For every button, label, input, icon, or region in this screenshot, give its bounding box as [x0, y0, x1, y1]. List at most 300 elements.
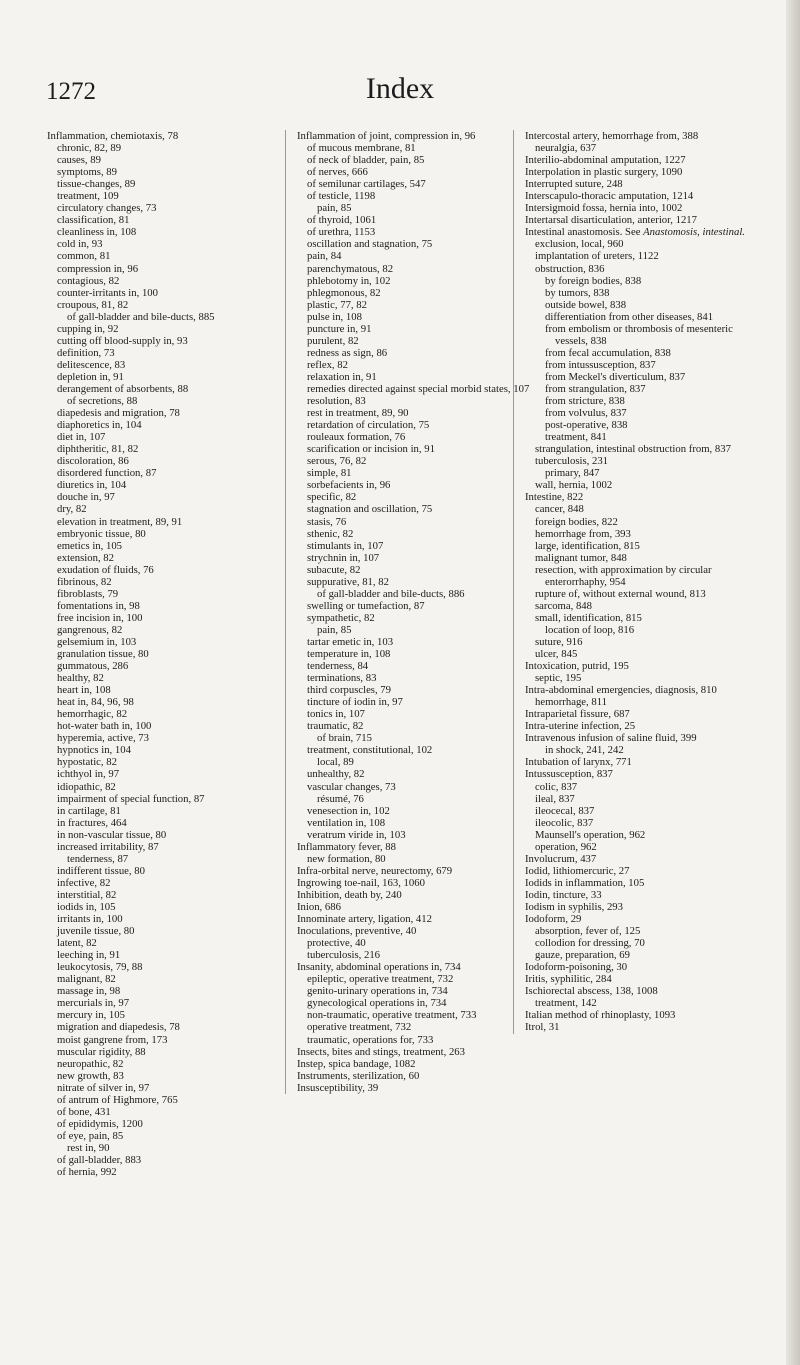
index-entry: [297, 395, 537, 407]
index-entry: [525, 214, 765, 226]
index-entry: [525, 720, 765, 732]
index-column-3: [513, 130, 765, 1034]
index-entry: [47, 455, 287, 467]
index-entry: [297, 612, 537, 624]
index-entry-text: of epididymis, 1200: [57, 1117, 143, 1130]
index-entry: [297, 479, 537, 491]
index-entry: [525, 347, 765, 359]
index-entry-text: protective, 40: [307, 937, 366, 950]
index-entry-text: irritants in, 100: [57, 913, 123, 926]
index-entry: [47, 708, 287, 720]
index-entry: [525, 877, 765, 889]
index-entry: [47, 479, 287, 491]
index-entry: [525, 648, 765, 660]
index-entry-text: epileptic, operative treatment, 732: [307, 973, 454, 986]
index-entry-text: pain, 85: [317, 202, 352, 215]
index-entry-text: traumatic, operations for, 733: [307, 1033, 434, 1046]
index-entry-text: obstruction, 836: [535, 262, 605, 275]
index-entry-text: idiopathic, 82: [57, 780, 116, 793]
index-entry: [47, 829, 287, 841]
index-entry: [297, 732, 537, 744]
index-entry: [297, 793, 537, 805]
see-reference: Anastomosis, intestinal.: [643, 226, 745, 239]
index-entry: [47, 202, 287, 214]
index-entry: [525, 624, 765, 636]
index-entry-text: extension, 82: [57, 551, 114, 564]
index-entry-text: of gall-bladder, 883: [57, 1153, 142, 1166]
index-entry: [47, 226, 287, 238]
index-entry: [47, 865, 287, 877]
index-entry-text: non-traumatic, operative treatment, 733: [307, 1009, 477, 1022]
index-entry-text: temperature in, 108: [307, 648, 391, 661]
index-entry: [525, 431, 765, 443]
index-entry-text: Instep, spica bandage, 1082: [297, 1057, 416, 1070]
index-entry: [297, 275, 537, 287]
index-entry-text: resection, with approximation by circular enterorrhaphy, 954: [535, 563, 712, 588]
index-entry: [47, 190, 287, 202]
index-entry-text: of testicle, 1198: [307, 190, 376, 203]
index-entry-text: Instruments, sterilization, 60: [297, 1069, 420, 1082]
index-entry: [525, 359, 765, 371]
index-entry-text: Maunsell's operation, 962: [535, 828, 646, 841]
index-entry: [297, 1058, 537, 1070]
index-entry: [297, 1021, 537, 1033]
index-entry: [297, 359, 537, 371]
index-entry: [297, 865, 537, 877]
index-entry: [47, 877, 287, 889]
index-entry: [47, 853, 287, 865]
index-entry-text: Intra-abdominal emergencies, diagnosis, 810: [525, 684, 717, 697]
index-entry-text: sthenic, 82: [307, 527, 354, 540]
index-entry-text: of nerves, 666: [307, 166, 368, 179]
index-entry-text: tartar emetic in, 103: [307, 635, 394, 648]
index-entry-text: diaphoretics in, 104: [57, 419, 142, 432]
index-entry-text: of urethra, 1153: [307, 226, 376, 239]
index-entry: [297, 805, 537, 817]
index-entry-text: diapedesis and migration, 78: [57, 407, 180, 420]
index-entry: [525, 829, 765, 841]
index-entry: [47, 720, 287, 732]
index-entry-text: from embolism or thrombosis of mesenteric vessels, 838: [545, 322, 733, 347]
index-entry: [297, 371, 537, 383]
index-entry-text: Iritis, syphilitic, 284: [525, 973, 612, 986]
index-entry-text: tissue-changes, 89: [57, 178, 136, 191]
index-entry-text: Intraparietal fissure, 687: [525, 708, 630, 721]
index-entry: [297, 528, 537, 540]
index-entry-text: dry, 82: [57, 503, 87, 516]
index-entry: [525, 817, 765, 829]
index-entry: [525, 672, 765, 684]
index-entry: [47, 287, 287, 299]
index-entry-text: common, 81: [57, 250, 111, 263]
index-entry-text: tincture of iodin in, 97: [307, 696, 403, 709]
index-entry: [297, 564, 537, 576]
index-entry: [297, 588, 537, 600]
index-entry-text: phlegmonous, 82: [307, 286, 381, 299]
index-entry: [525, 732, 765, 744]
index-entry-text: Inion, 686: [297, 901, 341, 913]
index-entry: [47, 1142, 287, 1154]
index-entry-text: tuberculosis, 216: [307, 949, 381, 962]
index-entry-text: oscillation and stagnation, 75: [307, 238, 433, 251]
index-entry: [525, 1009, 765, 1021]
index-entry: [47, 1106, 287, 1118]
index-entry: [525, 913, 765, 925]
index-entry-text: remedies directed against special morbid states, 107: [307, 382, 530, 395]
index-entry-text: post-operative, 838: [545, 419, 628, 432]
index-entry-text: hemorrhage, 811: [535, 696, 608, 709]
index-entry-text: derangement of absorbents, 88: [57, 382, 189, 395]
index-entry-text: plastic, 77, 82: [307, 298, 367, 311]
index-entry: [525, 612, 765, 624]
index-entry: [47, 901, 287, 913]
index-entry: [47, 564, 287, 576]
index-entry: [47, 756, 287, 768]
index-entry-text: ichthyol in, 97: [57, 768, 120, 781]
index-entry: [297, 311, 537, 323]
index-entry-text: of antrum of Highmore, 765: [57, 1093, 178, 1106]
index-entry-text: compression in, 96: [57, 262, 139, 275]
index-entry-text: phlebotomy in, 102: [307, 274, 391, 287]
index-entry: [47, 660, 287, 672]
index-entry-text: foreign bodies, 822: [535, 515, 618, 528]
index-entry: [47, 973, 287, 985]
index-entry-text: venesection in, 102: [307, 804, 390, 817]
index-entry-text: increased irritability, 87: [57, 840, 159, 853]
index-entry-text: migration and diapedesis, 78: [57, 1021, 180, 1034]
index-entry-text: résumé, 76: [317, 792, 364, 805]
index-entry-text: healthy, 82: [57, 672, 104, 685]
index-entry-text: strychnin in, 107: [307, 551, 380, 564]
index-entry-text: of mucous membrane, 81: [307, 142, 416, 155]
index-entry: [525, 540, 765, 552]
index-entry-text: rest in, 90: [67, 1141, 110, 1154]
index-entry: [47, 1046, 287, 1058]
index-entry: [297, 238, 537, 250]
index-entry-text: depletion in, 91: [57, 370, 124, 383]
index-entry: [525, 467, 765, 479]
index-entry: [47, 636, 287, 648]
index-entry-text: from intussusception, 837: [545, 358, 656, 371]
index-entry-text: moist gangrene from, 173: [57, 1033, 168, 1046]
index-entry-text: Ingrowing toe-nail, 163, 1060: [297, 876, 425, 889]
page-header: [0, 66, 800, 106]
index-entry: [47, 768, 287, 780]
index-entry-text: hypostatic, 82: [57, 756, 117, 769]
index-entry-text: Insusceptibility, 39: [297, 1081, 379, 1094]
index-entry: [47, 889, 287, 901]
index-entry-text: Intestinal anastomosis. See: [525, 226, 644, 239]
index-entry-text: malignant, 82: [57, 973, 116, 986]
index-entry: [297, 154, 537, 166]
index-entry-text: Iodism in syphilis, 293: [525, 901, 623, 913]
index-entry: [47, 817, 287, 829]
index-entry: [297, 1034, 537, 1046]
index-entry: [297, 648, 537, 660]
index-entry-text: from Meckel's diverticulum, 837: [545, 370, 686, 383]
index-entry-text: of secretions, 88: [67, 395, 138, 408]
index-entry-text: free incision in, 100: [57, 611, 143, 624]
index-entry: [297, 624, 537, 636]
index-entry-text: of thyroid, 1061: [307, 214, 377, 227]
index-entry-text: interstitial, 82: [57, 888, 117, 901]
index-entry-text: gynecological operations in, 734: [307, 997, 447, 1010]
index-entry: [297, 1009, 537, 1021]
index-entry: [47, 1130, 287, 1142]
index-entry: [525, 491, 765, 503]
index-entry: [297, 1082, 537, 1094]
index-entry-text: Itrol, 31: [525, 1021, 560, 1034]
index-entry: [297, 250, 537, 262]
index-entry-text: gauze, preparation, 69: [535, 949, 630, 962]
index-entry-text: Inflammation of joint, compression in, 96: [297, 130, 476, 142]
book-spine-edge: [786, 0, 800, 1365]
index-entry: [297, 961, 537, 973]
index-entry-text: redness as sign, 86: [307, 346, 388, 359]
index-entry-text: Intoxication, putrid, 195: [525, 660, 629, 673]
index-entry-text: fomentations in, 98: [57, 599, 140, 612]
index-entry-text: purulent, 82: [307, 334, 359, 347]
index-entry: [297, 973, 537, 985]
index-entry-text: of gall-bladder and bile-ducts, 885: [67, 310, 215, 323]
index-entry-text: reflex, 82: [307, 358, 348, 371]
index-entry: [525, 949, 765, 961]
index-entry: [297, 299, 537, 311]
index-entry: [525, 455, 765, 467]
index-entry: [525, 973, 765, 985]
index-entry-text: by foreign bodies, 838: [545, 274, 642, 287]
index-entry-text: from fecal accumulation, 838: [545, 346, 671, 359]
index-entry: [525, 178, 765, 190]
index-entry-text: genito-urinary operations in, 734: [307, 985, 448, 998]
index-entry-text: infective, 82: [57, 876, 111, 889]
index-entry-text: Italian method of rhinoplasty, 1093: [525, 1009, 676, 1022]
index-entry-text: hot-water bath in, 100: [57, 720, 152, 733]
index-entry: [525, 925, 765, 937]
index-entry-text: Intercostal artery, hemorrhage from, 388: [525, 130, 699, 142]
index-entry: [47, 178, 287, 190]
index-entry-text: absorption, fever of, 125: [535, 925, 641, 938]
index-entry: [47, 841, 287, 853]
index-entry-text: from volvulus, 837: [545, 407, 627, 420]
index-entry: [47, 419, 287, 431]
index-entry: [47, 299, 287, 311]
index-entry-text: Inflammation, chemiotaxis, 78: [47, 130, 179, 142]
index-entry-text: cleanliness in, 108: [57, 226, 137, 239]
index-entry-text: heat in, 84, 96, 98: [57, 696, 134, 709]
index-entry-text: exclusion, local, 960: [535, 238, 624, 251]
index-entry-text: rouleaux formation, 76: [307, 431, 406, 444]
index-entry: [297, 696, 537, 708]
index-column-1: [47, 130, 287, 1178]
index-entry-text: stasis, 76: [307, 515, 347, 528]
index-entry-text: small, identification, 815: [535, 611, 642, 624]
index-entry: [525, 1021, 765, 1033]
index-entry-text: Inflammatory fever, 88: [297, 840, 396, 853]
index-entry-text: local, 89: [317, 756, 354, 769]
index-entry-text: Innominate artery, ligation, 412: [297, 913, 432, 926]
index-entry: [525, 660, 765, 672]
index-entry-text: chronic, 82, 89: [57, 142, 122, 155]
index-entry-text: of gall-bladder and bile-ducts, 886: [317, 587, 465, 600]
index-entry: [47, 672, 287, 684]
index-entry: [47, 781, 287, 793]
index-entry: [47, 1154, 287, 1166]
index-entry: [297, 636, 537, 648]
index-entry-text: traumatic, 82: [307, 720, 364, 733]
index-entry-text: new growth, 83: [57, 1069, 124, 1082]
index-entry-text: classification, 81: [57, 214, 130, 227]
index-column-2: [285, 130, 537, 1094]
index-entry-text: Intertarsal disarticulation, anterior, 1217: [525, 214, 697, 227]
index-entry: [47, 395, 287, 407]
index-entry: [297, 540, 537, 552]
index-entry-text: croupous, 81, 82: [57, 298, 129, 311]
index-entry: [525, 299, 765, 311]
index-entry: [47, 1009, 287, 1021]
index-entry: [297, 202, 537, 214]
index-entry-text: pain, 84: [307, 250, 342, 263]
index-entry-text: cancer, 848: [535, 503, 584, 516]
index-entry: [47, 130, 287, 142]
index-entry-text: treatment, 142: [535, 997, 597, 1010]
index-entry: [47, 744, 287, 756]
index-entry: [525, 901, 765, 913]
index-entry: [525, 395, 765, 407]
index-entry: [47, 371, 287, 383]
index-entry: [525, 226, 765, 238]
index-entry: [297, 829, 537, 841]
index-entry-text: indifferent tissue, 80: [57, 864, 145, 877]
index-entry-text: Intubation of larynx, 771: [525, 756, 632, 769]
index-entry: [525, 154, 765, 166]
index-entry-text: Intestine, 822: [525, 491, 584, 504]
index-entry-text: simple, 81: [307, 467, 352, 480]
index-entry-text: sympathetic, 82: [307, 611, 375, 624]
index-entry: [525, 937, 765, 949]
index-entry: [47, 1094, 287, 1106]
index-entry: [47, 600, 287, 612]
index-entry-text: scarification or incision in, 91: [307, 443, 435, 456]
index-entry: [297, 263, 537, 275]
index-entry: [297, 491, 537, 503]
index-entry: [525, 238, 765, 250]
index-entry-text: in non-vascular tissue, 80: [57, 828, 167, 841]
index-entry-text: Infra-orbital nerve, neurectomy, 679: [297, 864, 453, 877]
index-entry-text: in cartilage, 81: [57, 804, 121, 817]
index-entry-text: treatment, constitutional, 102: [307, 744, 433, 757]
index-entry: [47, 588, 287, 600]
index-entry: [47, 648, 287, 660]
index-entry-text: diuretics in, 104: [57, 479, 127, 492]
index-entry: [525, 130, 765, 142]
index-entry-text: pain, 85: [317, 623, 352, 636]
index-entry-text: Interscapulo-thoracic amputation, 1214: [525, 190, 694, 203]
index-entry-text: suppurative, 81, 82: [307, 575, 389, 588]
index-entry: [297, 455, 537, 467]
index-entry: [297, 287, 537, 299]
index-entry: [297, 768, 537, 780]
index-entry-text: delitescence, 83: [57, 358, 126, 371]
index-entry-text: primary, 847: [545, 467, 600, 480]
index-entry: [47, 684, 287, 696]
index-entry-text: mercury in, 105: [57, 1009, 125, 1022]
index-entry-text: of neck of bladder, pain, 85: [307, 154, 425, 167]
index-entry-text: tenderness, 87: [67, 852, 129, 865]
index-entry: [297, 853, 537, 865]
index-entry: [297, 889, 537, 901]
index-entry-text: in shock, 241, 242: [545, 744, 624, 757]
index-entry-text: puncture in, 91: [307, 322, 372, 335]
index-entry: [297, 937, 537, 949]
index-entry-text: contagious, 82: [57, 274, 120, 287]
index-entry: [47, 985, 287, 997]
index-entry: [525, 275, 765, 287]
index-entry: [297, 190, 537, 202]
index-entry-text: gangrenous, 82: [57, 623, 123, 636]
index-entry-text: Intersigmoid fossa, hernia into, 1002: [525, 202, 683, 215]
index-entry-text: ileocolic, 837: [535, 816, 594, 829]
index-entry-text: operative treatment, 732: [307, 1021, 412, 1034]
index-entry: [525, 287, 765, 299]
index-entry-text: granulation tissue, 80: [57, 648, 149, 661]
index-entry: [525, 805, 765, 817]
index-entry: [297, 781, 537, 793]
index-entry: [297, 576, 537, 588]
index-entry-text: Involucrum, 437: [525, 852, 597, 865]
index-entry-text: tuberculosis, 231: [535, 455, 609, 468]
index-entry-text: of semilunar cartilages, 547: [307, 178, 426, 191]
index-entry-text: massage in, 98: [57, 985, 121, 998]
index-entry: [297, 335, 537, 347]
index-entry-text: swelling or tumefaction, 87: [307, 599, 425, 612]
index-entry: [297, 925, 537, 937]
index-entry: [525, 407, 765, 419]
index-entry-text: Inoculations, preventive, 40: [297, 925, 417, 938]
index-entry: [47, 528, 287, 540]
index-entry-text: neuropathic, 82: [57, 1057, 124, 1070]
index-entry: [47, 407, 287, 419]
index-entry-text: sarcoma, 848: [535, 599, 592, 612]
index-entry: [525, 841, 765, 853]
index-entry-text: hyperemia, active, 73: [57, 732, 149, 745]
index-entry: [525, 250, 765, 262]
index-entry-text: veratrum viride in, 103: [307, 828, 406, 841]
index-entry-text: Iodin, tincture, 33: [525, 888, 602, 901]
index-entry: [47, 214, 287, 226]
index-entry: [525, 600, 765, 612]
index-entry-text: pulse in, 108: [307, 310, 362, 323]
index-entry: [47, 913, 287, 925]
index-entry-text: cold in, 93: [57, 238, 103, 251]
index-entry: [47, 576, 287, 588]
index-entry-text: Insects, bites and stings, treatment, 263: [297, 1045, 465, 1058]
index-entry-text: Interilio-abdominal amputation, 1227: [525, 154, 686, 167]
index-entry: [297, 214, 537, 226]
index-entry-text: diet in, 107: [57, 431, 106, 444]
index-entry: [47, 503, 287, 515]
index-entry-text: iodids in, 105: [57, 901, 116, 913]
index-entry-text: definition, 73: [57, 346, 115, 359]
index-entry: [47, 250, 287, 262]
index-entry: [297, 660, 537, 672]
index-entry: [297, 913, 537, 925]
index-entry-text: Iodoform, 29: [525, 913, 582, 926]
index-entry-text: hypnotics in, 104: [57, 744, 131, 757]
index-entry-text: exudation of fluids, 76: [57, 563, 154, 576]
index-entry-text: by tumors, 838: [545, 286, 610, 299]
index-entry: [47, 275, 287, 287]
